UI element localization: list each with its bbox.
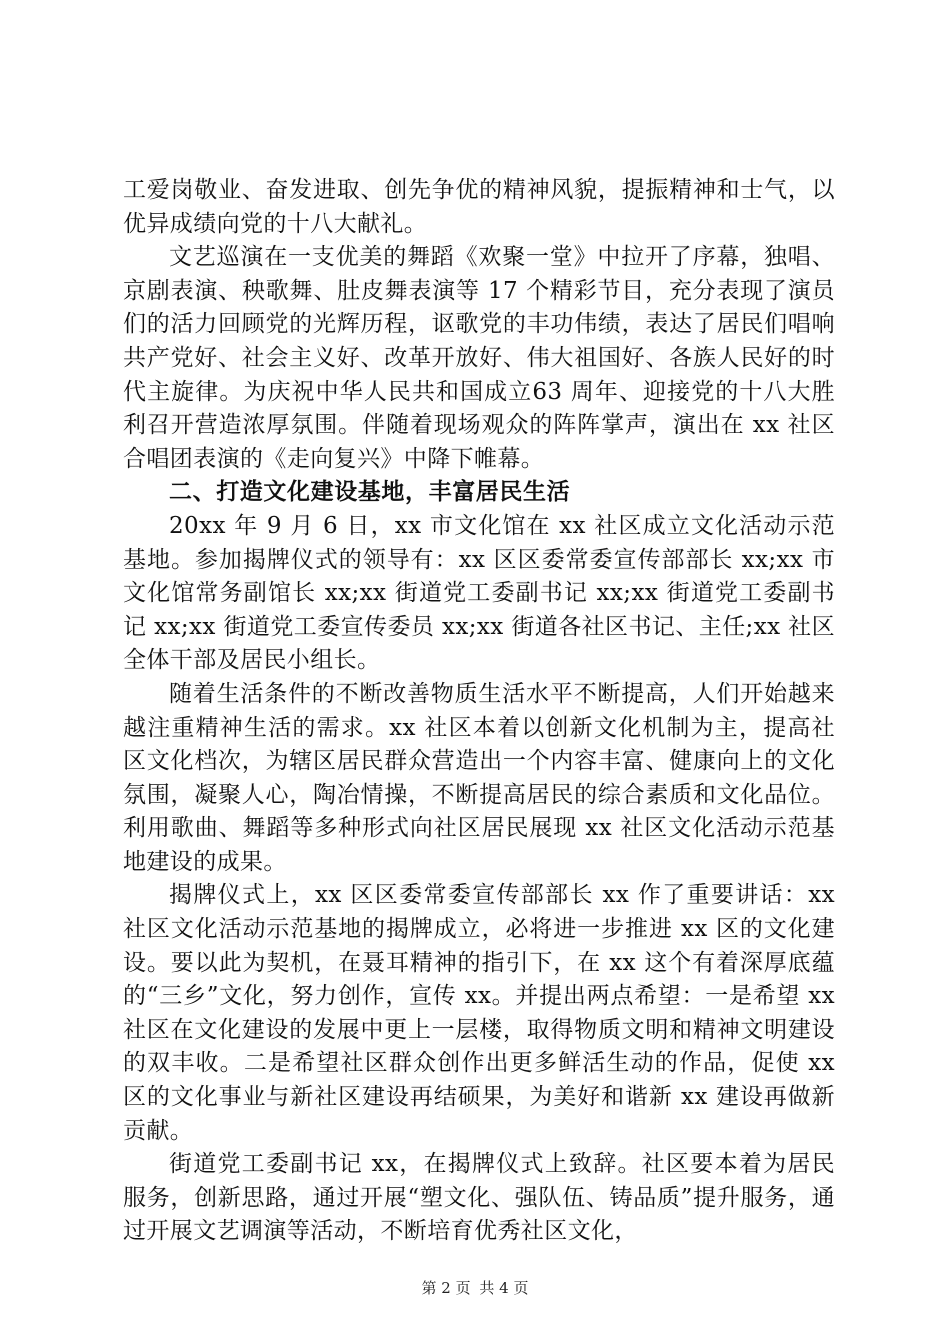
- paragraph-continuation: 工爱岗敬业、奋发进取、创先争优的精神风貌，提振精神和士气，以优异成绩向党的十八大献礼。: [123, 177, 835, 237]
- page-footer: [0, 1278, 950, 1298]
- paragraph-ceremony-speech: 揭牌仪式上，xx 区区委常委宣传部部长 xx 作了重要讲话：xx 社区文化活动示范基地的揭牌成立，必将进一步推进 xx 区的文化建设。要以此为契机，在聂耳精神的指引下，在 xx 这个有着深厚底蕴的“三乡”文化，努力创作，宣传 xx。并提出两点希望：一是希望 xx 社区在文化建设的发展中更上一层楼，取得物质文明和精神文明建设的双丰收。二是希望社区群众创作出更多鲜活生动的作品，促使 xx 区的文化事业与新社区建设再结硕果，为美好和谐新 xx 建设再做新贡献。: [123, 882, 835, 1144]
- page-total: 共 4 页: [479, 1279, 529, 1297]
- page-number: 第 2 页: [421, 1279, 471, 1297]
- section-heading: 二、打造文化建设基地，丰富居民生活: [169, 479, 571, 506]
- paragraph-performance-tour: 文艺巡演在一支优美的舞蹈《欢聚一堂》中拉开了序幕，独唱、京剧表演、秧歌舞、肚皮舞表演等 17 个精彩节目，充分表现了演员们的活力回顾党的光辉历程，讴歌党的丰功伟绩，表达了居民们唱响共产党好、社会主义好、改革开放好、伟大祖国好、各族人民好的时代主旋律。为庆祝中华人民共和国成立63 周年、迎接党的十八大胜利召开营造浓厚氛围。伴随着现场观众的阵阵掌声，演出在 xx 社区合唱团表演的《走向复兴》中降下帷幕。: [123, 244, 835, 472]
- paragraph-base-founding: 20xx 年 9 月 6 日，xx 市文化馆在 xx 社区成立文化活动示范基地。参加揭牌仪式的领导有：xx 区区委常委宣传部部长 xx;xx 市文化馆常务副馆长 xx;xx 街道党工委副书记 xx;xx 街道党工委副书记 xx;xx 街道党工委宣传委员 xx;xx 街道各社区书记、主任;xx 社区全体干部及居民小组长。: [123, 512, 835, 674]
- paragraph-deputy-secretary: 街道党工委副书记 xx，在揭牌仪式上致辞。社区要本着为居民服务，创新思路，通过开展“塑文化、强队伍、铸品质”提升服务，通过开展文艺调演等活动，不断培育优秀社区文化，: [123, 1151, 835, 1245]
- paragraph-living-conditions: 随着生活条件的不断改善物质生活水平不断提高，人们开始越来越注重精神生活的需求。xx 社区本着以创新文化机制为主，提高社区文化档次，为辖区居民群众营造出一个内容丰富、健康向上的文化氛围，凝聚人心，陶冶情操，不断提高居民的综合素质和文化品位。利用歌曲、舞蹈等多种形式向社区居民展现 xx 社区文化活动示范基地建设的成果。: [123, 680, 835, 875]
- document-body: [123, 174, 835, 1249]
